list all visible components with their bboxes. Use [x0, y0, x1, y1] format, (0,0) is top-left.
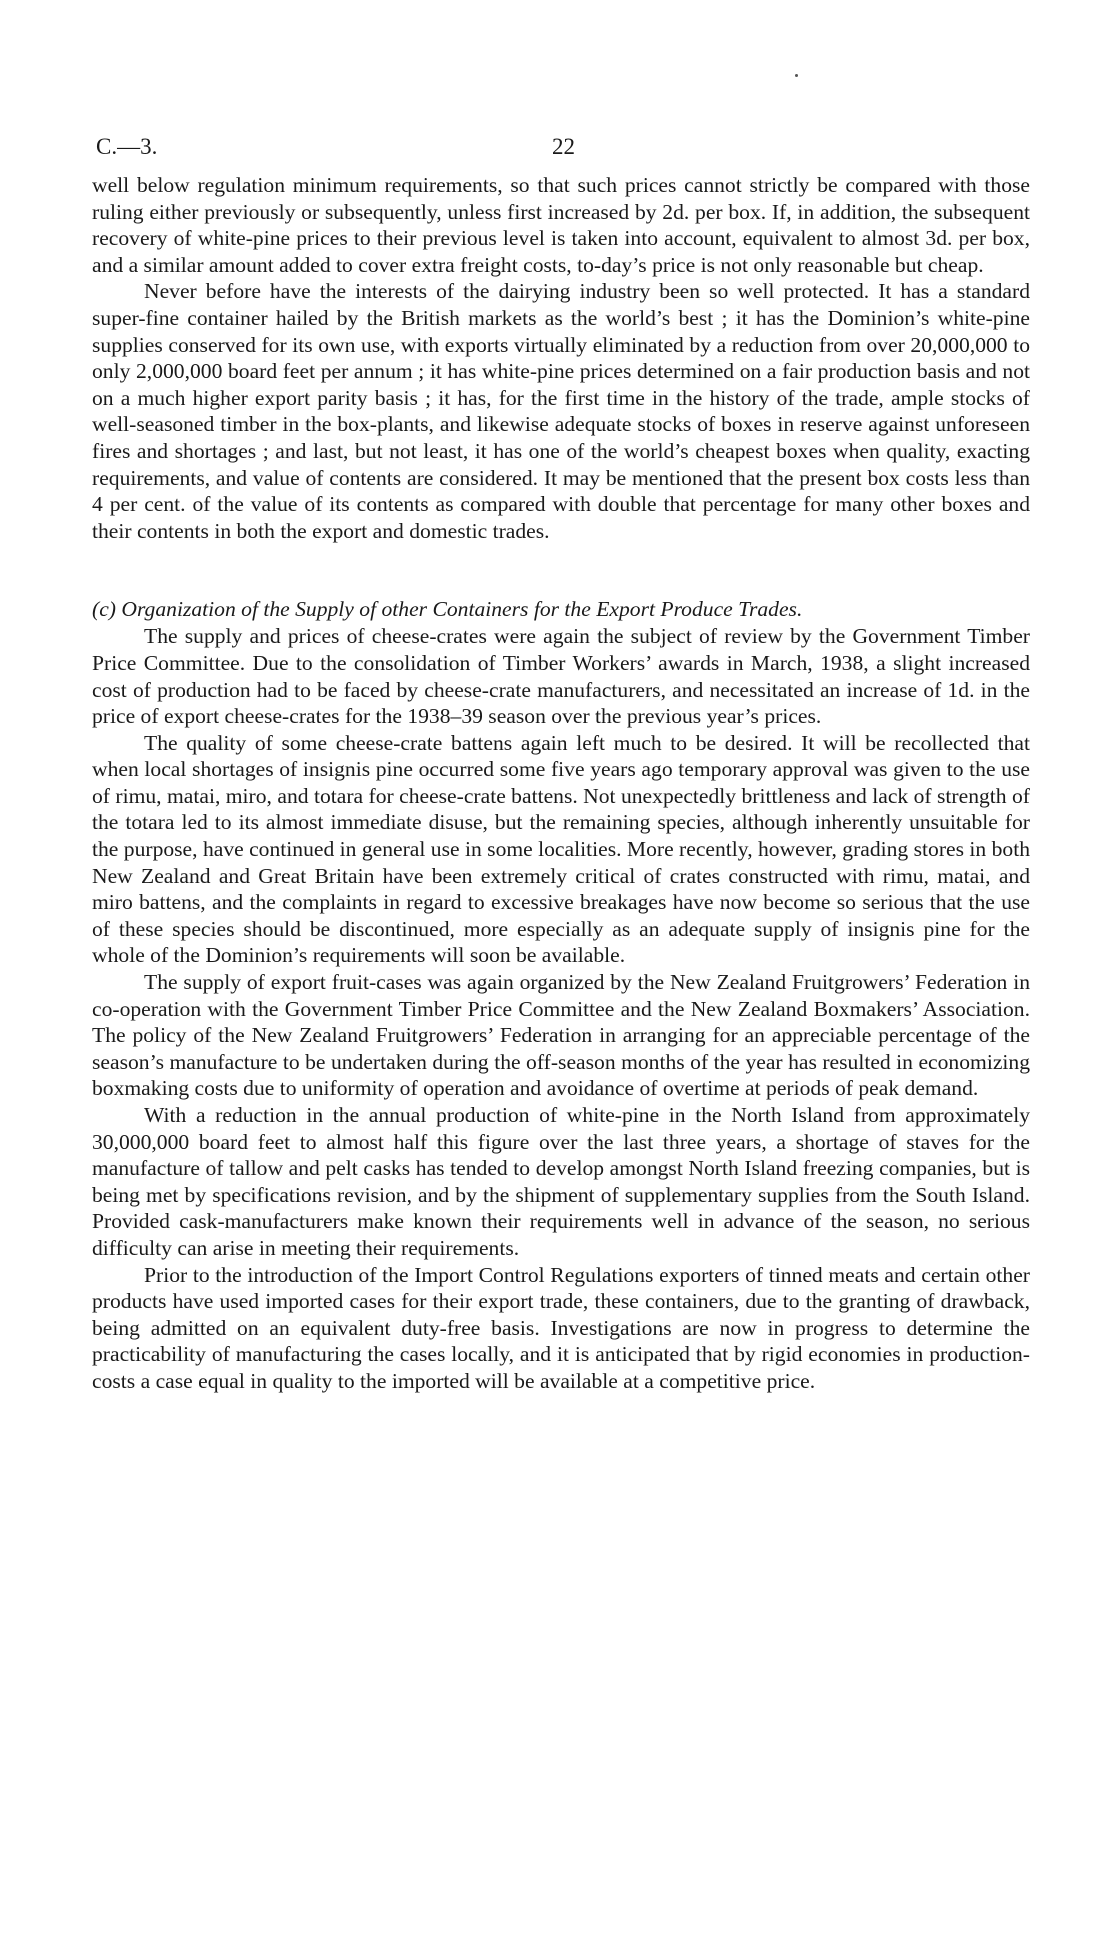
paragraph-dairying-industry: Never before have the interests of the dairying industry been so well protected. It has a standard super-fine container hailed by the British markets as the world’s best ; it has the Dominion’s white-pine supplies conserved for its own use, with exports virtually eliminated by a reduction from over 20,000,000 to only 2,000,000 board feet per annum ; it has white-pine prices determined on a fair production basis and not on a much higher export parity basis ; it has, for the first time in the history of the trade, ample stocks of well-seasoned timber in the box-plants, and likewise adequate stocks of boxes in reserve against unforeseen fires and shortages ; and last, but not least, it has one of the world’s cheapest boxes when quality, exacting requirements, and value of contents are considered. It may be mentioned that the present box costs less than 4 per cent. of the value of its contents as compared with double that percentage for many other boxes and their contents in both the export and domestic trades.: [92, 279, 1030, 543]
document-page: [92, 130, 1030, 1395]
paragraph-fruit-cases: The supply of export fruit-cases was again organized by the New Zealand Fruitgrowers’ Federation in co-operation with the Government Timber Price Committee and the New Zealand Boxmakers’ Association. The policy of the New Zealand Fruitgrowers’ Federation in arranging for an appreciable percentage of the season’s manufacture to be undertaken during the off-season months of the year has resulted in economizing boxmaking costs due to uniformity of operation and avoidance of overtime at periods of peak demand.: [92, 970, 1030, 1101]
section-heading: (c) Organization of the Supply of other Containers for the Export Produce Trades.: [92, 597, 803, 622]
paragraph-import-control: Prior to the introduction of the Import Control Regulations exporters of tinned meats and certain other products have used imported cases for their export trade, these containers, due to the granting of drawback, being admitted on an equivalent duty-free basis. Investigations are now in progress to determine the practicability of manufacturing the cases locally, and it is anticipated that by rigid economies in production-costs a case equal in quality to the imported will be available at a competitive price.: [92, 1262, 1030, 1393]
body-text: [92, 172, 1030, 1395]
document-reference: C.—3.: [96, 134, 158, 159]
page-number: 22: [552, 134, 575, 159]
page-header: [92, 130, 1030, 172]
scan-speck: [795, 74, 798, 77]
paragraph-white-pine-casks: With a reduction in the annual production of white-pine in the North Island from approximately 30,000,000 board feet to almost half this figure over the last three years, a shortage of staves for the manufacture of tallow and pelt casks has tended to develop amongst North Island freezing companies, but is being met by specifications revision, and by the shipment of supplementary supplies from the South Island. Provided cask-manufacturers make known their requirements well in advance of the season, no serious difficulty can arise in meeting their requirements.: [92, 1103, 1030, 1260]
paragraph-cheese-crate-battens: The quality of some cheese-crate battens again left much to be desired. It will be recollected that when local shortages of insignis pine occurred some five years ago temporary approval was given to the use of rimu, matai, miro, and totara for cheese-crate battens. Not unexpectedly brittleness and lack of strength of the totara led to its almost immediate disuse, but the remaining species, although inherently unsuitable for the purpose, have continued in general use in some localities. More recently, however, grading stores in both New Zealand and Great Britain have been extremely critical of crates constructed with rimu, matai, and miro battens, and the complaints in regard to excessive breakages have now become so serious that the use of these species should be discontinued, more especially as an adequate supply of insignis pine for the whole of the Dominion’s requirements will soon be available.: [92, 730, 1030, 968]
paragraph-cheese-crates-supply: The supply and prices of cheese-crates were again the subject of review by the Government Timber Price Committee. Due to the consolidation of Timber Workers’ awards in March, 1938, a slight increased cost of production had to be faced by cheese-crate manufacturers, and necessitated an increase of 1d. in the price of export cheese-crates for the 1938–39 season over the previous year’s prices.: [92, 624, 1030, 729]
paragraph-continued: well below regulation minimum requirements, so that such prices cannot strictly be compared with those ruling either previously or subsequently, unless first increased by 2d. per box. If, in addition, the subsequent recovery of white-pine prices to their previous level is taken into account, equivalent to almost 3d. per box, and a similar amount added to cover extra freight costs, to-day’s price is not only reasonable but cheap.: [92, 173, 1030, 277]
